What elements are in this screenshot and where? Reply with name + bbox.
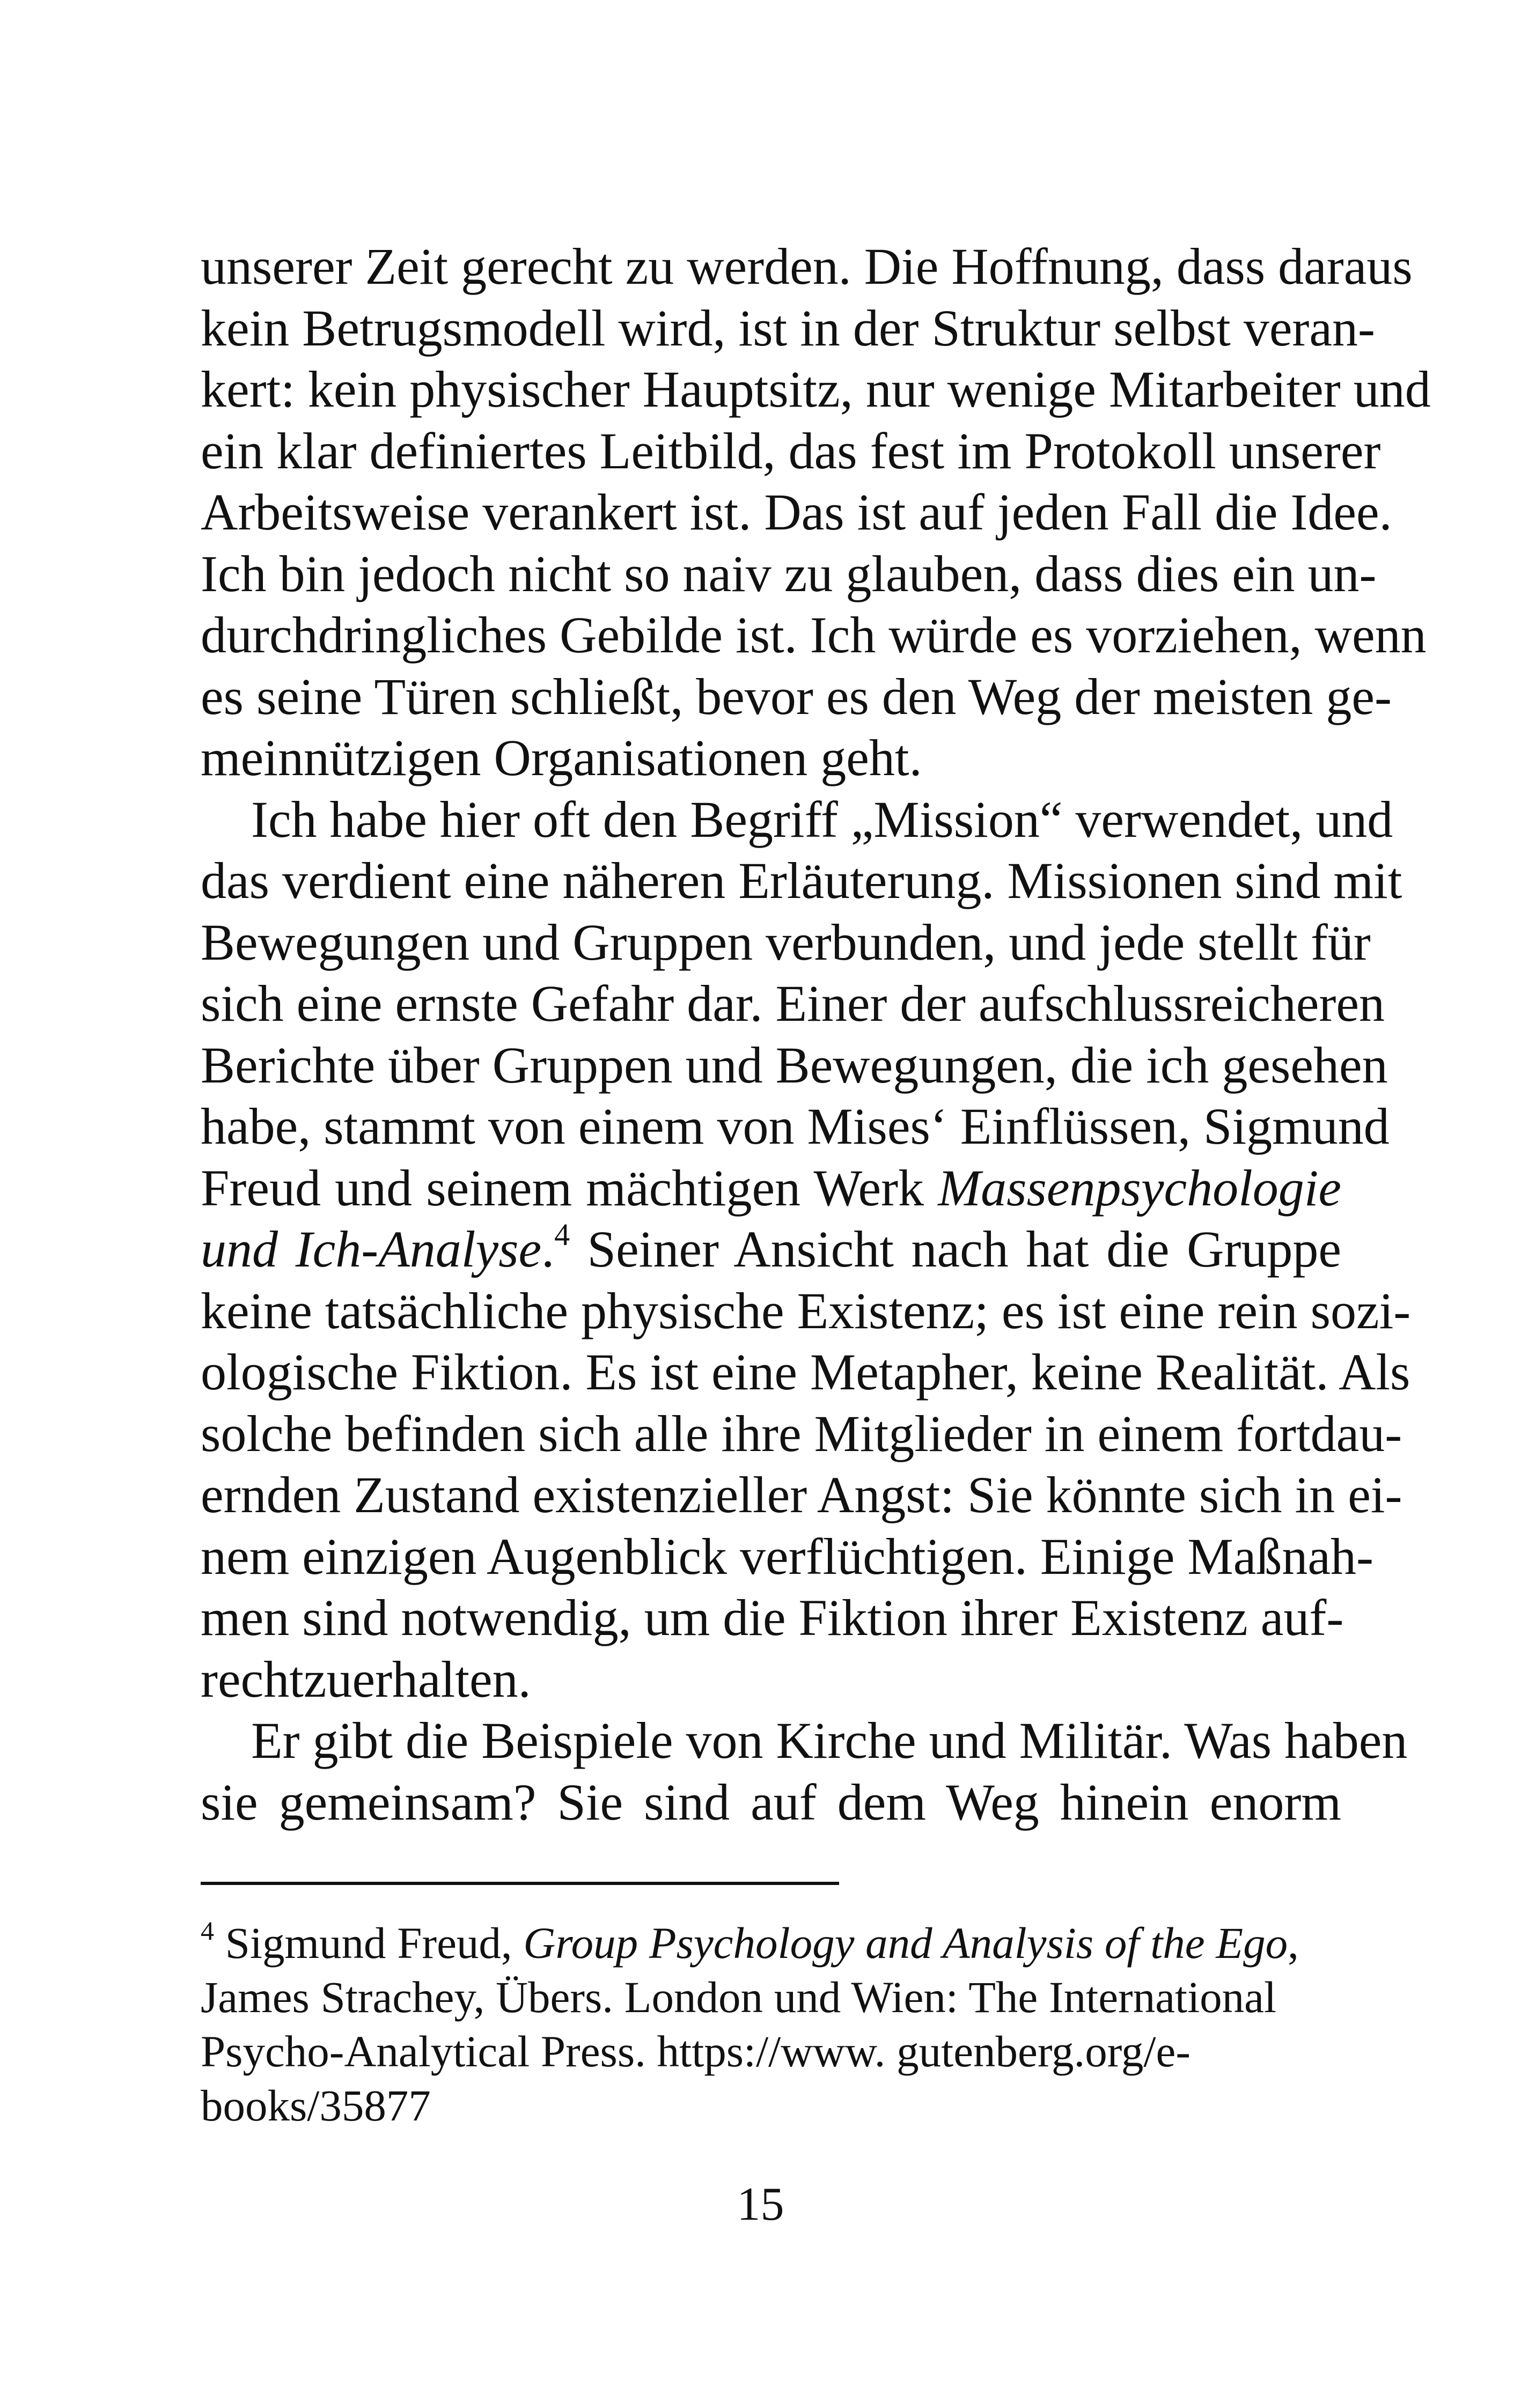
text-line: ein klar definiertes Leitbild, das fest im Protokoll unserer xyxy=(201,422,1381,480)
text-line: Arbeitsweise verankert ist. Das ist auf jeden Fall die Idee. xyxy=(201,483,1392,541)
text-line: men sind notwendig, um die Fiktion ihrer Existenz auf- xyxy=(201,1589,1344,1646)
text-line: keine tatsächliche physische Existenz; es ist eine rein sozi- xyxy=(201,1282,1411,1339)
main-text xyxy=(201,236,1431,1833)
text-line: sich eine ernste Gefahr dar. Einer der aufschlussreicheren xyxy=(201,975,1385,1032)
text-fragment: Freud und seinem mächtigen Werk xyxy=(201,1159,924,1217)
footnote-line: books/35877 xyxy=(201,2081,431,2130)
text-line: ernden Zustand existenzieller Angst: Sie könnte sich in ei- xyxy=(201,1466,1402,1523)
text-line: durchdringliches Gebilde ist. Ich würde es vorziehen, wenn xyxy=(201,606,1427,664)
footnote-marker: 4 xyxy=(201,1916,214,1946)
text-line: Er gibt die Beispiele von Kirche und Militär. Was haben xyxy=(251,1712,1408,1769)
footnote-author: Sigmund Freud, xyxy=(214,1918,524,1968)
text-fragment: , xyxy=(1288,1918,1299,1968)
text-line: kein Betrugsmodell wird, ist in der Struktur selbst veran- xyxy=(201,299,1375,357)
text-line: ologische Fiktion. Es ist eine Metapher, keine Realität. Als xyxy=(201,1343,1410,1401)
text-line: sie gemeinsam? Sie sind auf dem Weg hinein enorm xyxy=(201,1773,1341,1831)
text-fragment: . xyxy=(541,1220,555,1278)
footnote-line xyxy=(201,1916,1341,1970)
text-line: meinnützigen Organisationen geht. xyxy=(201,729,922,786)
text-line: rechtzuerhalten. xyxy=(201,1650,531,1708)
text-line: unserer Zeit gerecht zu werden. Die Hoffnung, dass daraus xyxy=(201,238,1413,295)
text-line xyxy=(201,1158,1341,1219)
footnote xyxy=(201,1916,1341,2133)
text-line: solche befinden sich alle ihre Mitglieder in einem fortdau- xyxy=(201,1404,1402,1462)
page-number: 15 xyxy=(737,2178,784,2230)
text-line: Ich habe hier oft den Begriff „Mission“ verwendet, und xyxy=(251,790,1393,848)
text-line: Bewegungen und Gruppen verbunden, und jede stellt für xyxy=(201,913,1371,971)
text-line: es seine Türen schließt, bevor es den Weg der meisten ge- xyxy=(201,667,1392,725)
book-title-italic: und Ich-Analyse xyxy=(201,1220,542,1278)
footnote-line: Psycho-Analytical Press. https://www. gutenberg.org/e- xyxy=(201,2027,1191,2076)
text-line: kert: kein physischer Hauptsitz, nur wenige Mitarbeiter und xyxy=(201,360,1431,418)
text-line: nem einzigen Augenblick verflüchtigen. Einige Maßnah- xyxy=(201,1527,1373,1585)
footnote-divider xyxy=(201,1882,839,1885)
footnote-reference: 4 xyxy=(554,1217,570,1252)
footnote-line: James Strachey, Übers. London und Wien: The International xyxy=(201,1972,1277,2022)
text-line: das verdient eine näheren Erläuterung. Missionen sind mit xyxy=(201,852,1402,909)
text-fragment: Seiner Ansicht nach hat die Gruppe xyxy=(570,1220,1342,1278)
text-line: Berichte über Gruppen und Bewegungen, die ich gesehen xyxy=(201,1036,1388,1094)
book-title-italic: Massenpsychologie xyxy=(938,1159,1342,1217)
text-line: Ich bin jedoch nicht so naiv zu glauben, dass dies ein un- xyxy=(201,544,1377,602)
footnote-title-italic: Group Psychology and Analysis of the Ego xyxy=(523,1918,1288,1968)
text-line: habe, stammt von einem von Mises‘ Einflüssen, Sigmund xyxy=(201,1098,1390,1155)
text-line xyxy=(201,1219,1341,1280)
